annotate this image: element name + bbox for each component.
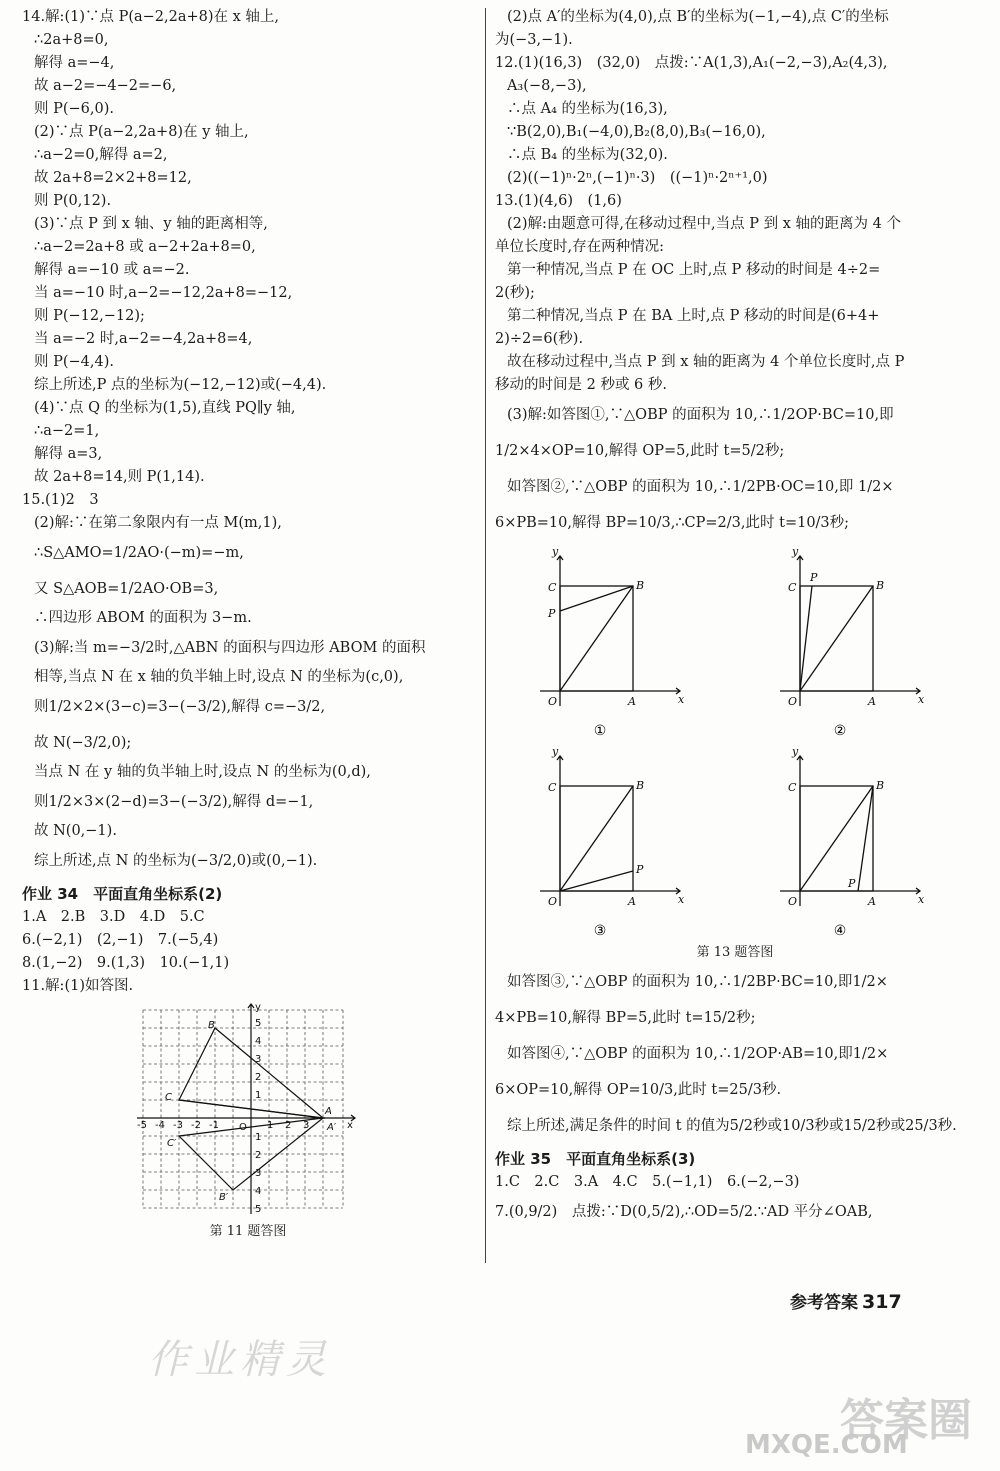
svg-text:P: P	[636, 863, 644, 876]
svg-text:3: 3	[255, 1168, 262, 1179]
svg-text:2: 2	[255, 1150, 262, 1161]
svg-text:P: P	[548, 607, 556, 620]
figure-13-4	[770, 741, 940, 941]
text-line: 则 P(−6,0).	[34, 101, 114, 117]
svg-text:1: 1	[255, 1090, 262, 1101]
svg-text:x: x	[918, 693, 925, 706]
text-line: ∴S△AMO=1/2AO·(−m)=−m,	[34, 545, 244, 561]
text-line: 6×PB=10,解得 BP=10/3,∴CP=2/3,此时 t=10/3秒;	[495, 515, 850, 531]
svg-text:y: y	[792, 745, 799, 758]
svg-text:B: B	[208, 1020, 215, 1031]
figure-13-2	[770, 541, 940, 741]
svg-text:O: O	[239, 1122, 247, 1133]
text-line: 解得 a=3,	[34, 446, 103, 462]
svg-text:5: 5	[255, 1204, 262, 1215]
svg-text:-1: -1	[209, 1120, 219, 1131]
figure-13-3	[530, 741, 700, 941]
text-line: ∴a−2=1,	[34, 423, 100, 439]
svg-text:C′: C′	[167, 1138, 177, 1149]
svg-text:B: B	[876, 779, 885, 792]
figure-number: ①	[593, 723, 607, 739]
svg-text:O: O	[548, 895, 558, 908]
text-line: (4)∵点 Q 的坐标为(1,5),直线 PQ∥y 轴,	[34, 400, 296, 416]
svg-text:y: y	[552, 745, 559, 758]
svg-text:4: 4	[255, 1186, 262, 1197]
text-line: 为(−3,−1).	[495, 32, 573, 48]
figure-13-1	[530, 541, 700, 741]
watermark-text: 作业精灵	[148, 1337, 332, 1383]
text-line: 如答图②,∵△OBP 的面积为 10,∴1/2PB·OC=10,即 1/2×	[507, 479, 894, 495]
text-line: ∴点 B₄ 的坐标为(32,0).	[507, 147, 668, 163]
svg-text:-4: -4	[155, 1120, 165, 1131]
text-line: (2)∵点 P(a−2,2a+8)在 y 轴上,	[34, 124, 249, 140]
text-line: 1/2×4×OP=10,解得 OP=5,此时 t=5/2秒;	[495, 443, 785, 459]
text-line: 1.C 2.C 3.A 4.C 5.(−1,1) 6.(−2,−3)	[495, 1174, 800, 1190]
text-line: ∴a−2=0,解得 a=2,	[34, 147, 168, 163]
text-line: ∴2a+8=0,	[34, 32, 109, 48]
figure-number: ②	[833, 723, 847, 739]
svg-text:A: A	[628, 895, 636, 908]
text-line: ∵B(2,0),B₁(−4,0),B₂(8,0),B₃(−16,0),	[507, 124, 766, 140]
axis-y-label: y	[255, 1002, 261, 1013]
text-line: 则1/2×2×(3−c)=3−(−3/2),解得 c=−3/2,	[34, 699, 326, 715]
svg-text:A: A	[325, 1106, 332, 1117]
text-line: 12.(1)(16,3) (32,0) 点拨:∵A(1,3),A₁(−2,−3),A₂(4,3),	[495, 55, 888, 71]
svg-text:2: 2	[255, 1072, 262, 1083]
svg-text:A′: A′	[327, 1122, 337, 1133]
text-line: 7.(0,9/2) 点拨:∵D(0,5/2),∴OD=5/2.∵AD 平分∠OAB,	[495, 1204, 873, 1220]
svg-text:3: 3	[255, 1054, 262, 1065]
text-line: 相等,当点 N 在 x 轴的负半轴上时,设点 N 的坐标为(c,0),	[34, 669, 404, 685]
footer-label: 参考答案	[790, 1293, 858, 1313]
text-line: 解得 a=−4,	[34, 55, 115, 71]
page-footer	[790, 1288, 902, 1313]
text-line: 如答图④,∵△OBP 的面积为 10,∴1/2OP·AB=10,即1/2×	[507, 1046, 889, 1062]
text-line: (2)解:∵在第二象限内有一点 M(m,1),	[34, 515, 282, 531]
svg-text:1: 1	[267, 1120, 274, 1131]
svg-text:-2: -2	[191, 1120, 201, 1131]
svg-text:B: B	[636, 579, 645, 592]
text-line: 当点 N 在 y 轴的负半轴上时,设点 N 的坐标为(0,d),	[34, 764, 371, 780]
homework-35-title: 作业 35 平面直角坐标系(3)	[495, 1150, 696, 1168]
svg-text:O: O	[548, 695, 558, 708]
figure-13-caption: 第 13 题答图	[696, 945, 774, 960]
text-line: 第一种情况,当点 P 在 OC 上时,点 P 移动的时间是 4÷2=	[507, 262, 881, 278]
text-line: 13.(1)(4,6) (1,6)	[495, 193, 622, 209]
svg-text:x: x	[678, 693, 685, 706]
svg-text:B′: B′	[219, 1192, 229, 1203]
svg-text:x: x	[678, 893, 685, 906]
text-line: 综上所述,满足条件的时间 t 的值为5/2秒或10/3秒或15/2秒或25/3秒.	[507, 1118, 957, 1134]
text-line: (3)解:如答图①,∵△OBP 的面积为 10,∴1/2OP·BC=10,即	[507, 407, 894, 423]
svg-text:C: C	[548, 581, 557, 594]
right-column	[495, 6, 975, 1230]
text-line: A₃(−8,−3),	[507, 78, 587, 94]
text-line: (3)解:当 m=−3/2时,△ABN 的面积与四边形 ABOM 的面积	[34, 640, 426, 656]
answer-15	[22, 489, 474, 879]
text-line: 综上所述,点 N 的坐标为(−3/2,0)或(0,−1).	[34, 853, 318, 869]
axis-x-label: x	[347, 1120, 353, 1131]
svg-text:A: A	[628, 695, 636, 708]
text-line: 2)÷2=6(秒).	[495, 331, 584, 347]
text-line: 故 2a+8=14,则 P(1,14).	[34, 469, 205, 485]
text-line: 解得 a=−10 或 a=−2.	[34, 262, 190, 278]
svg-text:y: y	[792, 545, 799, 558]
text-line: 11.解:(1)如答图.	[22, 978, 134, 994]
text-line: (2)点 A′的坐标为(4,0),点 B′的坐标为(−1,−4),点 C′的坐标	[507, 9, 889, 25]
left-column	[22, 6, 474, 1243]
svg-text:B: B	[876, 579, 885, 592]
svg-text:x: x	[918, 893, 925, 906]
text-line: 当 a=−2 时,a−2=−4,2a+8=4,	[34, 331, 253, 347]
text-line: 6.(−2,1) (2,−1) 7.(−5,4)	[22, 932, 219, 948]
page-number: 317	[862, 1291, 902, 1313]
text-line: ∴点 A₄ 的坐标为(16,3),	[507, 101, 668, 117]
text-line: 6×OP=10,解得 OP=10/3,此时 t=25/3秒.	[495, 1082, 782, 1098]
text-line: 则 P(−12,−12);	[34, 308, 145, 324]
text-line: 如答图③,∵△OBP 的面积为 10,∴1/2BP·BC=10,即1/2×	[507, 974, 888, 990]
text-line: 则 P(−4,4).	[34, 354, 114, 370]
figure-13-row-2	[495, 741, 975, 941]
text-line: 故 2a+8=2×2+8=12,	[34, 170, 192, 186]
svg-text:P: P	[810, 571, 818, 584]
svg-text:5: 5	[255, 1018, 262, 1029]
text-line: 第二种情况,当点 P 在 BA 上时,点 P 移动的时间是(6+4+	[507, 308, 880, 324]
svg-text:1: 1	[255, 1132, 262, 1143]
svg-text:3: 3	[303, 1120, 310, 1131]
svg-text:A: A	[868, 895, 876, 908]
text-line: 15.(1)2 3	[22, 492, 99, 508]
text-line: 故在移动过程中,当点 P 到 x 轴的距离为 4 个单位长度时,点 P	[507, 354, 905, 370]
svg-text:C: C	[548, 781, 557, 794]
svg-text:4: 4	[255, 1036, 262, 1047]
text-line: 8.(1,−2) 9.(1,3) 10.(−1,1)	[22, 955, 230, 971]
svg-text:B: B	[636, 779, 645, 792]
svg-text:y: y	[552, 545, 559, 558]
homework-34-title: 作业 34 平面直角坐标系(2)	[22, 885, 223, 903]
watermark-logo: 答案圈	[840, 1395, 972, 1446]
text-line: 移动的时间是 2 秒或 6 秒.	[495, 377, 667, 393]
text-line: 综上所述,P 点的坐标为(−12,−12)或(−4,4).	[34, 377, 327, 393]
text-line: 4×PB=10,解得 BP=5,此时 t=15/2秒;	[495, 1010, 756, 1026]
text-line: (2)((−1)ⁿ·2ⁿ,(−1)ⁿ·3) ((−1)ⁿ·2ⁿ⁺¹,0)	[507, 170, 768, 186]
text-line: (3)∵点 P 到 x 轴、y 轴的距离相等,	[34, 216, 268, 232]
text-line: 故 N(0,−1).	[34, 823, 117, 839]
text-line: 单位长度时,存在两种情况:	[495, 239, 664, 255]
figure-11-grid	[133, 1000, 363, 1218]
text-line: 又 S△AOB=1/2AO·OB=3,	[34, 581, 219, 597]
svg-text:-5: -5	[137, 1120, 147, 1131]
text-line: 当 a=−10 时,a−2=−12,2a+8=−12,	[34, 285, 293, 301]
figure-number: ④	[833, 923, 847, 939]
text-line: 则1/2×3×(2−d)=3−(−3/2),解得 d=−1,	[34, 794, 314, 810]
svg-text:O: O	[788, 695, 798, 708]
svg-text:O: O	[788, 895, 798, 908]
text-line: 2(秒);	[495, 285, 535, 301]
svg-text:-3: -3	[173, 1120, 183, 1131]
svg-text:P: P	[848, 877, 856, 890]
svg-text:C: C	[165, 1092, 172, 1103]
figure-11-caption: 第 11 题答图	[209, 1224, 287, 1239]
watermark-url: MXQE.COM	[745, 1430, 908, 1460]
text-line: 故 N(−3/2,0);	[34, 735, 132, 751]
figure-number: ③	[593, 923, 607, 939]
column-divider	[485, 8, 486, 1263]
text-line: ∴a−2=2a+8 或 a−2+2a+8=0,	[34, 239, 256, 255]
text-line: 故 a−2=−4−2=−6,	[34, 78, 177, 94]
text-line: 1.A 2.B 3.D 4.D 5.C	[22, 909, 205, 925]
text-line: ∴四边形 ABOM 的面积为 3−m.	[34, 610, 252, 626]
svg-text:C: C	[788, 781, 797, 794]
svg-text:2: 2	[285, 1120, 292, 1131]
svg-text:A: A	[868, 695, 876, 708]
figure-13-row-1	[495, 541, 975, 741]
answer-14	[22, 6, 474, 489]
svg-text:C: C	[788, 581, 797, 594]
text-line: 则 P(0,12).	[34, 193, 112, 209]
text-line: 14.解:(1)∵点 P(a−2,2a+8)在 x 轴上,	[22, 9, 280, 25]
text-line: (2)解:由题意可得,在移动过程中,当点 P 到 x 轴的距离为 4 个	[507, 216, 901, 232]
